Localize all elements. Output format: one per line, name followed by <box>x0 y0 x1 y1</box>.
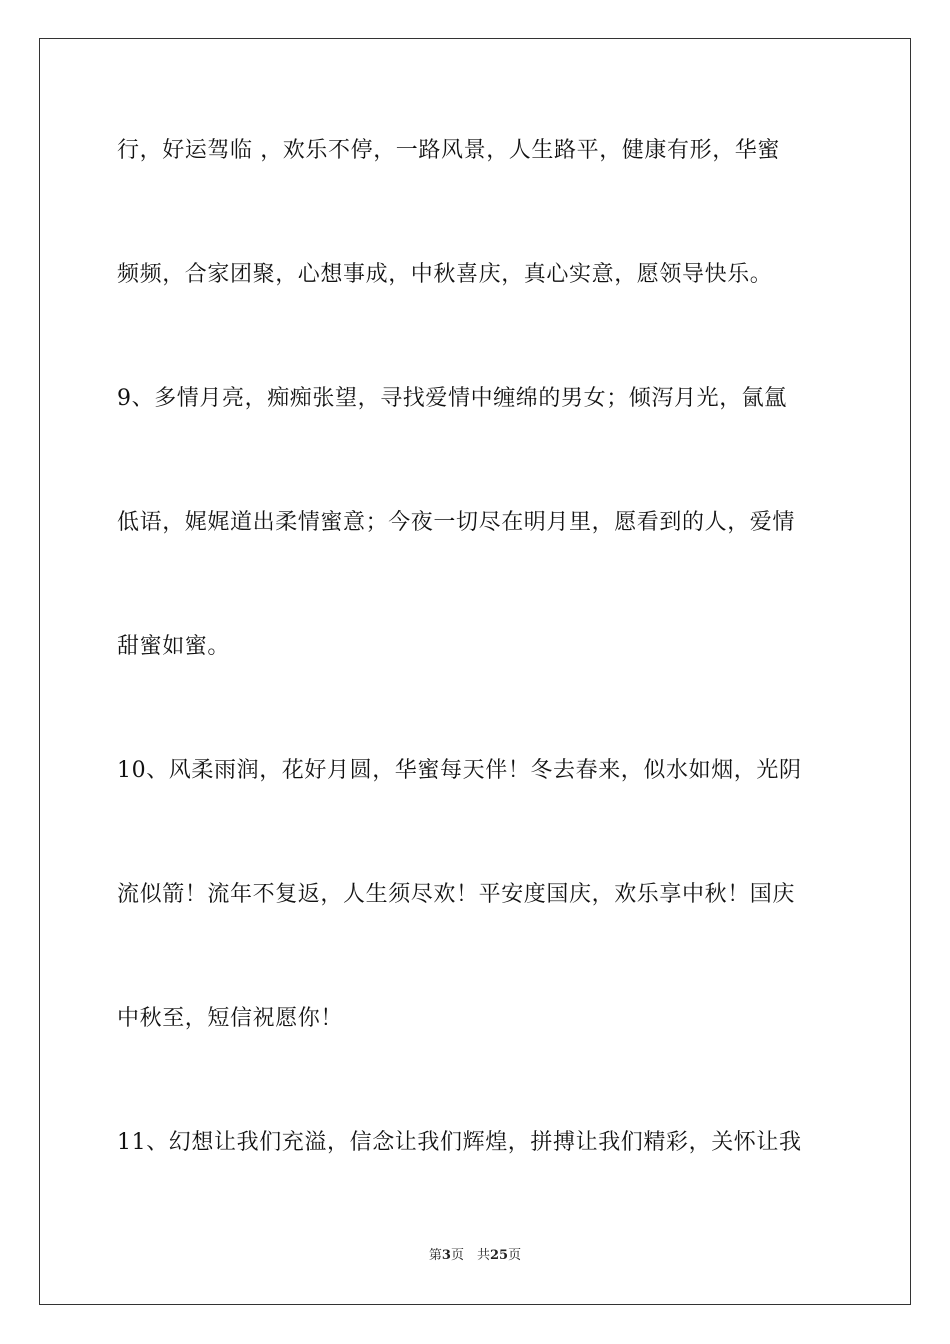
body-text-line-2: 频频，合家团聚，心想事成，中秋喜庆，真心实意，愿领导快乐。 <box>117 262 773 287</box>
body-text-line-1: 行，好运驾临 ，欢乐不停，一路风景，人生路平，健康有形，华蜜 <box>117 138 780 163</box>
body-text-line-5: 甜蜜如蜜。 <box>117 634 231 659</box>
page-footer <box>0 1247 950 1265</box>
page-current: 3 <box>441 1248 451 1263</box>
page-border <box>39 38 911 1305</box>
page-total: 25 <box>489 1248 509 1263</box>
page-prefix: 第 <box>428 1248 442 1263</box>
body-text-line-8: 中秋至，短信祝愿你！ <box>117 1006 344 1031</box>
body-text-line-6: 10、风柔雨润，花好月圆，华蜜每天伴！冬去春来，似水如烟，光阴 <box>117 758 802 783</box>
page-suffix: 页 <box>508 1248 522 1263</box>
body-text-line-9: 11、幻想让我们充溢，信念让我们辉煌，拼搏让我们精彩，关怀让我 <box>117 1130 802 1155</box>
body-text-line-7: 流似箭！流年不复返，人生须尽欢！平安度国庆，欢乐享中秋！国庆 <box>117 882 796 907</box>
page-mid: 页 共 <box>450 1248 490 1263</box>
body-text-line-4: 低语，娓娓道出柔情蜜意；今夜一切尽在明月里，愿看到的人，爱情 <box>117 510 796 535</box>
body-text-line-3: 9、多情月亮，痴痴张望，寻找爱情中缠绵的男女；倾泻月光，氤氲 <box>117 386 787 411</box>
